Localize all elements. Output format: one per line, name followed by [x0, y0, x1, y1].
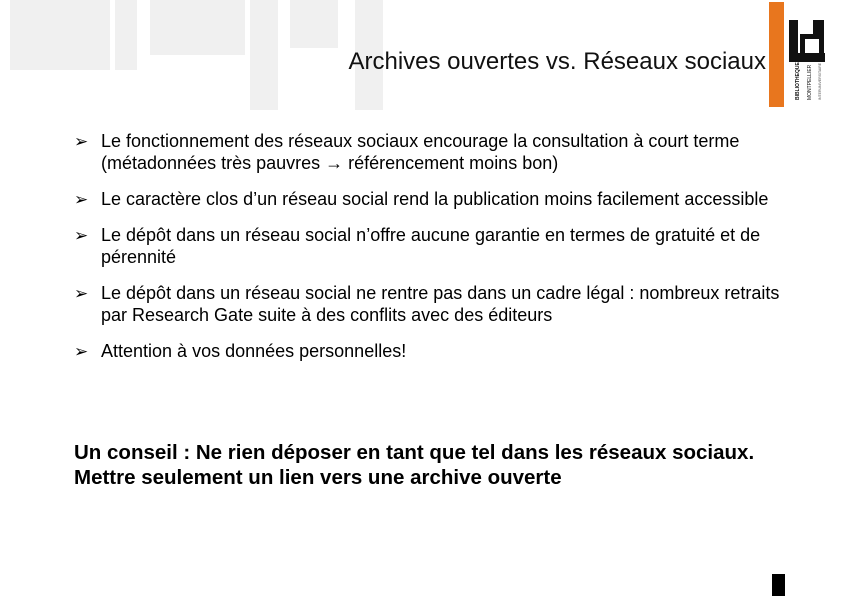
background-decoration: [250, 0, 278, 110]
slide-title: Archives ouvertes vs. Réseaux sociaux: [348, 48, 766, 75]
bullet-item: [74, 188, 794, 210]
background-decoration: [115, 0, 137, 70]
arrow-bullet-icon: ➢: [74, 226, 89, 245]
bullet-list: [74, 130, 794, 376]
bullet-text: Le dépôt dans un réseau social ne rentre pas dans un cadre légal : nombreux retraits par Research Gate suite à des conflits avec des éditeurs: [101, 283, 780, 325]
bullet-text: Le dépôt dans un réseau social n’offre aucune garantie en termes de gratuité et de pérennité: [101, 225, 761, 267]
library-logo: [769, 2, 829, 112]
bullet-item: [74, 224, 794, 268]
arrow-bullet-icon: ➢: [74, 284, 89, 303]
arrow-bullet-icon: ➢: [74, 132, 89, 151]
background-decoration: [290, 0, 338, 48]
arrow-bullet-icon: ➢: [74, 190, 89, 209]
bullet-text: Le fonctionnement des réseaux sociaux encourage la consultation à court terme (métadonnées très pauvres → référencement moins bon): [101, 131, 740, 173]
logo-text: BIBLIOTHEQUE: [795, 62, 801, 100]
logo-text: INTERUNIVERSITAIRE: [818, 62, 822, 100]
arrow-bullet-icon: ➢: [74, 342, 89, 361]
bullet-item: [74, 130, 794, 174]
bullet-item: [74, 340, 794, 362]
background-decoration: [10, 0, 110, 70]
logo-text: MONTPELLIER: [807, 64, 813, 100]
logo-accent-bar: [769, 2, 784, 107]
bullet-text: Le caractère clos d’un réseau social rend la publication moins facilement accessible: [101, 189, 769, 209]
decorative-mark: [772, 574, 785, 596]
bullet-item: [74, 282, 794, 326]
bullet-text: Attention à vos données personnelles!: [101, 341, 407, 361]
background-decoration: [150, 0, 245, 55]
advice-text: Un conseil : Ne rien déposer en tant que tel dans les réseaux sociaux. Mettre seulement un lien vers une archive ouverte: [74, 441, 755, 489]
